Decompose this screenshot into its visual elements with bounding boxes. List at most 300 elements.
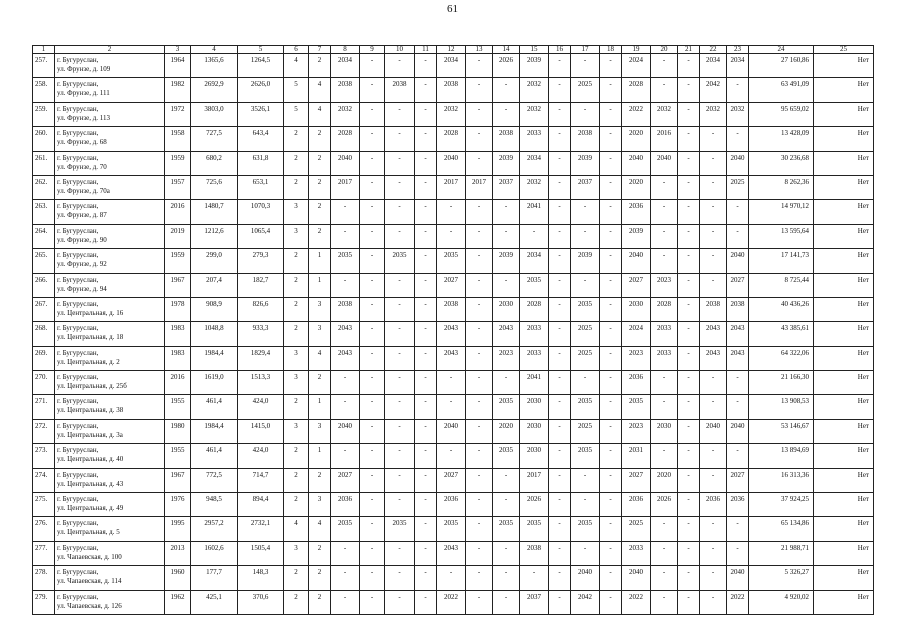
column-number-20: 20 — [651, 46, 678, 54]
row-number-cell: 261. — [33, 151, 55, 175]
cell-col-16: - — [549, 102, 571, 126]
cell-col-25: Нет — [814, 224, 874, 248]
cell-col-8: 2028 — [331, 127, 360, 151]
cell-col-11: - — [415, 322, 437, 346]
cell-col-24: 95 659,02 — [749, 102, 814, 126]
cell-col-4: 1984,4 — [191, 419, 238, 443]
cell-col-13: 2017 — [466, 175, 493, 199]
cell-col-21: - — [678, 419, 700, 443]
cell-col-17: 2035 — [571, 297, 600, 321]
cell-col-15: 2037 — [520, 590, 549, 614]
cell-col-8: 2038 — [331, 297, 360, 321]
cell-col-19: 2036 — [622, 371, 651, 395]
cell-col-8: - — [331, 273, 360, 297]
table-row — [33, 517, 874, 541]
row-number-cell: 263. — [33, 200, 55, 224]
cell-col-12: 2038 — [437, 78, 466, 102]
cell-col-11: - — [415, 224, 437, 248]
cell-col-23: - — [727, 541, 749, 565]
cell-col-24: 27 160,86 — [749, 54, 814, 78]
cell-col-23: 2032 — [727, 102, 749, 126]
cell-col-15: 2032 — [520, 102, 549, 126]
cell-col-19: 2028 — [622, 78, 651, 102]
address-cell — [55, 78, 165, 102]
row-number-cell: 276. — [33, 517, 55, 541]
cell-col-13: - — [466, 127, 493, 151]
cell-col-19: 2027 — [622, 273, 651, 297]
cell-col-8: 2043 — [331, 346, 360, 370]
cell-col-11: - — [415, 590, 437, 614]
cell-col-24: 16 313,36 — [749, 468, 814, 492]
cell-col-8: 2038 — [331, 78, 360, 102]
cell-col-19: 2027 — [622, 468, 651, 492]
cell-col-18: - — [600, 541, 622, 565]
cell-col-22: - — [700, 566, 727, 590]
cell-col-21: - — [678, 493, 700, 517]
cell-col-17: 2025 — [571, 346, 600, 370]
cell-col-16: - — [549, 566, 571, 590]
cell-col-9: - — [360, 54, 385, 78]
cell-col-15: 2028 — [520, 297, 549, 321]
address-street: ул. Центральная, д. 3а — [57, 430, 123, 439]
cell-col-21: - — [678, 224, 700, 248]
cell-col-18: - — [600, 78, 622, 102]
cell-col-23: - — [727, 371, 749, 395]
cell-col-15: 2032 — [520, 78, 549, 102]
cell-col-20: 2033 — [651, 322, 678, 346]
address-cell — [55, 468, 165, 492]
row-number-cell: 270. — [33, 371, 55, 395]
cell-col-21: - — [678, 395, 700, 419]
row-number-cell: 272. — [33, 419, 55, 443]
address-street: ул. Центральная, д. 49 — [57, 504, 124, 513]
column-number-11: 11 — [415, 46, 437, 54]
cell-col-12: 2043 — [437, 322, 466, 346]
address-city: г. Бугуруслан, — [57, 299, 99, 308]
row-number-cell: 258. — [33, 78, 55, 102]
cell-col-13: - — [466, 54, 493, 78]
cell-col-22: 2040 — [700, 419, 727, 443]
cell-col-23: 2027 — [727, 468, 749, 492]
table-row — [33, 200, 874, 224]
address-cell — [55, 175, 165, 199]
cell-col-5: 148,3 — [238, 566, 284, 590]
cell-col-10: 2035 — [385, 517, 415, 541]
cell-col-9: - — [360, 371, 385, 395]
cell-col-17: - — [571, 102, 600, 126]
table-row — [33, 297, 874, 321]
cell-col-6: 4 — [284, 54, 309, 78]
cell-col-22: 2032 — [700, 102, 727, 126]
cell-col-3: 1976 — [165, 493, 191, 517]
cell-col-15: 2034 — [520, 151, 549, 175]
cell-col-22: - — [700, 224, 727, 248]
address-city: г. Бугуруслан, — [57, 495, 99, 504]
cell-col-4: 461,4 — [191, 395, 238, 419]
cell-col-13: - — [466, 273, 493, 297]
cell-col-8: 2043 — [331, 322, 360, 346]
cell-col-5: 1264,5 — [238, 54, 284, 78]
cell-col-23: - — [727, 78, 749, 102]
cell-col-9: - — [360, 566, 385, 590]
cell-col-22: - — [700, 249, 727, 273]
cell-col-14: 2039 — [493, 151, 520, 175]
address-cell — [55, 200, 165, 224]
cell-col-23: 2036 — [727, 493, 749, 517]
cell-col-23: 2040 — [727, 151, 749, 175]
address-street: ул. Фрунзе, д. 70 — [57, 162, 107, 171]
cell-col-4: 680,2 — [191, 151, 238, 175]
cell-col-15: 2030 — [520, 395, 549, 419]
cell-col-15: 2041 — [520, 371, 549, 395]
cell-col-9: - — [360, 517, 385, 541]
cell-col-25: Нет — [814, 468, 874, 492]
cell-col-24: 30 236,68 — [749, 151, 814, 175]
cell-col-6: 3 — [284, 371, 309, 395]
cell-col-24: 37 924,25 — [749, 493, 814, 517]
row-number-cell: 267. — [33, 297, 55, 321]
cell-col-15: 2026 — [520, 493, 549, 517]
cell-col-24: 13 595,64 — [749, 224, 814, 248]
cell-col-21: - — [678, 297, 700, 321]
cell-col-20: 2028 — [651, 297, 678, 321]
cell-col-17: 2038 — [571, 127, 600, 151]
cell-col-7: 2 — [309, 127, 331, 151]
cell-col-20: 2030 — [651, 419, 678, 443]
cell-col-13: - — [466, 102, 493, 126]
cell-col-13: - — [466, 493, 493, 517]
cell-col-8: - — [331, 371, 360, 395]
cell-col-20: 2016 — [651, 127, 678, 151]
cell-col-24: 21 166,30 — [749, 371, 814, 395]
row-number-cell: 275. — [33, 493, 55, 517]
cell-col-7: 2 — [309, 541, 331, 565]
cell-col-20: 2033 — [651, 346, 678, 370]
cell-col-12: 2040 — [437, 151, 466, 175]
cell-col-3: 1983 — [165, 346, 191, 370]
cell-col-7: 4 — [309, 78, 331, 102]
cell-col-24: 14 970,12 — [749, 200, 814, 224]
cell-col-21: - — [678, 322, 700, 346]
cell-col-14: - — [493, 566, 520, 590]
address-city: г. Бугуруслан, — [57, 446, 99, 455]
column-number-4: 4 — [191, 46, 238, 54]
cell-col-22: 2043 — [700, 322, 727, 346]
cell-col-15: - — [520, 224, 549, 248]
table-row — [33, 566, 874, 590]
cell-col-17: 2025 — [571, 78, 600, 102]
cell-col-23: 2038 — [727, 297, 749, 321]
cell-col-11: - — [415, 371, 437, 395]
cell-col-4: 2692,9 — [191, 78, 238, 102]
cell-col-4: 177,7 — [191, 566, 238, 590]
cell-col-4: 772,5 — [191, 468, 238, 492]
cell-col-5: 1513,3 — [238, 371, 284, 395]
cell-col-15: 2030 — [520, 419, 549, 443]
cell-col-9: - — [360, 322, 385, 346]
cell-col-22: 2043 — [700, 346, 727, 370]
cell-col-9: - — [360, 102, 385, 126]
register-table — [32, 45, 874, 615]
cell-col-25: Нет — [814, 151, 874, 175]
cell-col-14: - — [493, 590, 520, 614]
cell-col-18: - — [600, 175, 622, 199]
cell-col-7: 2 — [309, 54, 331, 78]
cell-col-16: - — [549, 541, 571, 565]
cell-col-7: 2 — [309, 175, 331, 199]
cell-col-10: 2035 — [385, 249, 415, 273]
cell-col-19: 2040 — [622, 151, 651, 175]
cell-col-3: 1967 — [165, 273, 191, 297]
cell-col-12: 2036 — [437, 493, 466, 517]
cell-col-12: - — [437, 371, 466, 395]
cell-col-16: - — [549, 346, 571, 370]
cell-col-15: 2033 — [520, 322, 549, 346]
cell-col-23: 2034 — [727, 54, 749, 78]
cell-col-19: 2022 — [622, 102, 651, 126]
address-city: г. Бугуруслан, — [57, 80, 99, 89]
address-city: г. Бугуруслан, — [57, 397, 99, 406]
address-city: г. Бугуруслан, — [57, 373, 99, 382]
address-street: ул. Фрунзе, д. 109 — [57, 65, 111, 73]
row-number-cell: 278. — [33, 566, 55, 590]
cell-col-11: - — [415, 102, 437, 126]
cell-col-9: - — [360, 249, 385, 273]
cell-col-14: - — [493, 78, 520, 102]
cell-col-14: 2037 — [493, 175, 520, 199]
cell-col-20: - — [651, 200, 678, 224]
column-number-25: 25 — [814, 46, 874, 54]
address-city: г. Бугуруслан, — [57, 153, 99, 162]
cell-col-10: - — [385, 175, 415, 199]
cell-col-16: - — [549, 444, 571, 468]
cell-col-23: - — [727, 200, 749, 224]
cell-col-7: 4 — [309, 102, 331, 126]
cell-col-14: - — [493, 273, 520, 297]
cell-col-6: 2 — [284, 297, 309, 321]
cell-col-20: 2026 — [651, 493, 678, 517]
cell-col-25: Нет — [814, 493, 874, 517]
cell-col-17: 2040 — [571, 566, 600, 590]
cell-col-21: - — [678, 371, 700, 395]
address-cell — [55, 322, 165, 346]
cell-col-8: - — [331, 224, 360, 248]
address-cell — [55, 541, 165, 565]
cell-col-15: 2030 — [520, 444, 549, 468]
cell-col-19: 2031 — [622, 444, 651, 468]
column-number-22: 22 — [700, 46, 727, 54]
cell-col-21: - — [678, 517, 700, 541]
cell-col-5: 424,0 — [238, 444, 284, 468]
cell-col-10: - — [385, 371, 415, 395]
column-number-17: 17 — [571, 46, 600, 54]
cell-col-11: - — [415, 297, 437, 321]
address-city: г. Бугуруслан, — [57, 226, 99, 235]
cell-col-11: - — [415, 54, 437, 78]
address-street: ул. Центральная, д. 18 — [57, 333, 124, 342]
table-row — [33, 224, 874, 248]
cell-col-13: - — [466, 346, 493, 370]
cell-col-24: 64 322,06 — [749, 346, 814, 370]
cell-col-14: - — [493, 493, 520, 517]
cell-col-3: 1983 — [165, 322, 191, 346]
cell-col-24: 13 894,69 — [749, 444, 814, 468]
row-number-cell: 277. — [33, 541, 55, 565]
cell-col-20: - — [651, 590, 678, 614]
cell-col-11: - — [415, 175, 437, 199]
cell-col-19: 2039 — [622, 224, 651, 248]
column-number-23: 23 — [727, 46, 749, 54]
address-city: г. Бугуруслан, — [57, 129, 99, 138]
cell-col-13: - — [466, 541, 493, 565]
cell-col-23: 2025 — [727, 175, 749, 199]
cell-col-18: - — [600, 224, 622, 248]
cell-col-9: - — [360, 590, 385, 614]
address-city: г. Бугуруслан, — [57, 470, 99, 479]
cell-col-9: - — [360, 419, 385, 443]
cell-col-17: 2025 — [571, 419, 600, 443]
cell-col-10: - — [385, 468, 415, 492]
cell-col-22: 2036 — [700, 493, 727, 517]
cell-col-10: - — [385, 395, 415, 419]
table-row — [33, 78, 874, 102]
row-number-cell: 264. — [33, 224, 55, 248]
cell-col-11: - — [415, 395, 437, 419]
cell-col-5: 1070,3 — [238, 200, 284, 224]
cell-col-16: - — [549, 175, 571, 199]
address-cell — [55, 346, 165, 370]
cell-col-6: 2 — [284, 151, 309, 175]
cell-col-23: - — [727, 444, 749, 468]
cell-col-13: - — [466, 297, 493, 321]
cell-col-20: - — [651, 444, 678, 468]
cell-col-8: - — [331, 590, 360, 614]
cell-col-22: - — [700, 444, 727, 468]
cell-col-13: - — [466, 517, 493, 541]
cell-col-12: 2043 — [437, 346, 466, 370]
cell-col-9: - — [360, 297, 385, 321]
cell-col-18: - — [600, 371, 622, 395]
cell-col-7: 2 — [309, 151, 331, 175]
cell-col-17: - — [571, 468, 600, 492]
address-city: г. Бугуруслан, — [57, 543, 99, 552]
address-cell — [55, 54, 165, 78]
cell-col-15: 2038 — [520, 541, 549, 565]
cell-col-18: - — [600, 493, 622, 517]
cell-col-8: - — [331, 541, 360, 565]
column-number-12: 12 — [437, 46, 466, 54]
table-row — [33, 444, 874, 468]
cell-col-9: - — [360, 395, 385, 419]
cell-col-3: 1955 — [165, 395, 191, 419]
cell-col-8: - — [331, 200, 360, 224]
column-number-10: 10 — [385, 46, 415, 54]
cell-col-23: 2027 — [727, 273, 749, 297]
cell-col-22: - — [700, 200, 727, 224]
cell-col-14: 2038 — [493, 127, 520, 151]
cell-col-7: 2 — [309, 224, 331, 248]
cell-col-20: 2020 — [651, 468, 678, 492]
column-number-1: 1 — [33, 46, 55, 54]
cell-col-8: 2035 — [331, 517, 360, 541]
cell-col-23: 2040 — [727, 249, 749, 273]
cell-col-6: 3 — [284, 346, 309, 370]
cell-col-19: 2036 — [622, 493, 651, 517]
cell-col-20: 2040 — [651, 151, 678, 175]
cell-col-13: - — [466, 322, 493, 346]
cell-col-8: 2036 — [331, 493, 360, 517]
cell-col-13: - — [466, 566, 493, 590]
cell-col-22: - — [700, 273, 727, 297]
cell-col-23: - — [727, 395, 749, 419]
cell-col-14: 2035 — [493, 517, 520, 541]
address-cell — [55, 590, 165, 614]
cell-col-8: - — [331, 444, 360, 468]
cell-col-20: 2032 — [651, 102, 678, 126]
cell-col-5: 933,3 — [238, 322, 284, 346]
cell-col-4: 908,9 — [191, 297, 238, 321]
cell-col-9: - — [360, 151, 385, 175]
cell-col-25: Нет — [814, 102, 874, 126]
cell-col-23: 2043 — [727, 322, 749, 346]
cell-col-6: 5 — [284, 78, 309, 102]
address-city: г. Бугуруслан, — [57, 104, 99, 113]
cell-col-16: - — [549, 468, 571, 492]
cell-col-14: - — [493, 468, 520, 492]
cell-col-4: 1048,8 — [191, 322, 238, 346]
address-city: г. Бугуруслан, — [57, 519, 99, 528]
cell-col-21: - — [678, 78, 700, 102]
cell-col-19: 2024 — [622, 322, 651, 346]
cell-col-22: 2042 — [700, 78, 727, 102]
column-number-7: 7 — [309, 46, 331, 54]
cell-col-7: 2 — [309, 590, 331, 614]
cell-col-3: 2016 — [165, 371, 191, 395]
cell-col-24: 17 141,73 — [749, 249, 814, 273]
cell-col-10: - — [385, 346, 415, 370]
column-number-15: 15 — [520, 46, 549, 54]
cell-col-25: Нет — [814, 127, 874, 151]
cell-col-9: - — [360, 78, 385, 102]
cell-col-13: - — [466, 419, 493, 443]
table-row — [33, 273, 874, 297]
cell-col-5: 894,4 — [238, 493, 284, 517]
cell-col-21: - — [678, 200, 700, 224]
cell-col-8: - — [331, 395, 360, 419]
cell-col-7: 4 — [309, 346, 331, 370]
address-cell — [55, 493, 165, 517]
cell-col-12: 2034 — [437, 54, 466, 78]
cell-col-25: Нет — [814, 175, 874, 199]
cell-col-18: - — [600, 297, 622, 321]
cell-col-17: 2039 — [571, 151, 600, 175]
cell-col-19: 2023 — [622, 346, 651, 370]
cell-col-24: 4 920,02 — [749, 590, 814, 614]
cell-col-25: Нет — [814, 54, 874, 78]
cell-col-5: 631,8 — [238, 151, 284, 175]
cell-col-6: 2 — [284, 249, 309, 273]
cell-col-14: - — [493, 200, 520, 224]
address-city: г. Бугуруслан, — [57, 202, 99, 211]
cell-col-19: 2022 — [622, 590, 651, 614]
column-number-18: 18 — [600, 46, 622, 54]
column-number-9: 9 — [360, 46, 385, 54]
cell-col-20: - — [651, 224, 678, 248]
cell-col-6: 2 — [284, 444, 309, 468]
cell-col-15: 2035 — [520, 517, 549, 541]
cell-col-21: - — [678, 444, 700, 468]
cell-col-12: 2032 — [437, 102, 466, 126]
